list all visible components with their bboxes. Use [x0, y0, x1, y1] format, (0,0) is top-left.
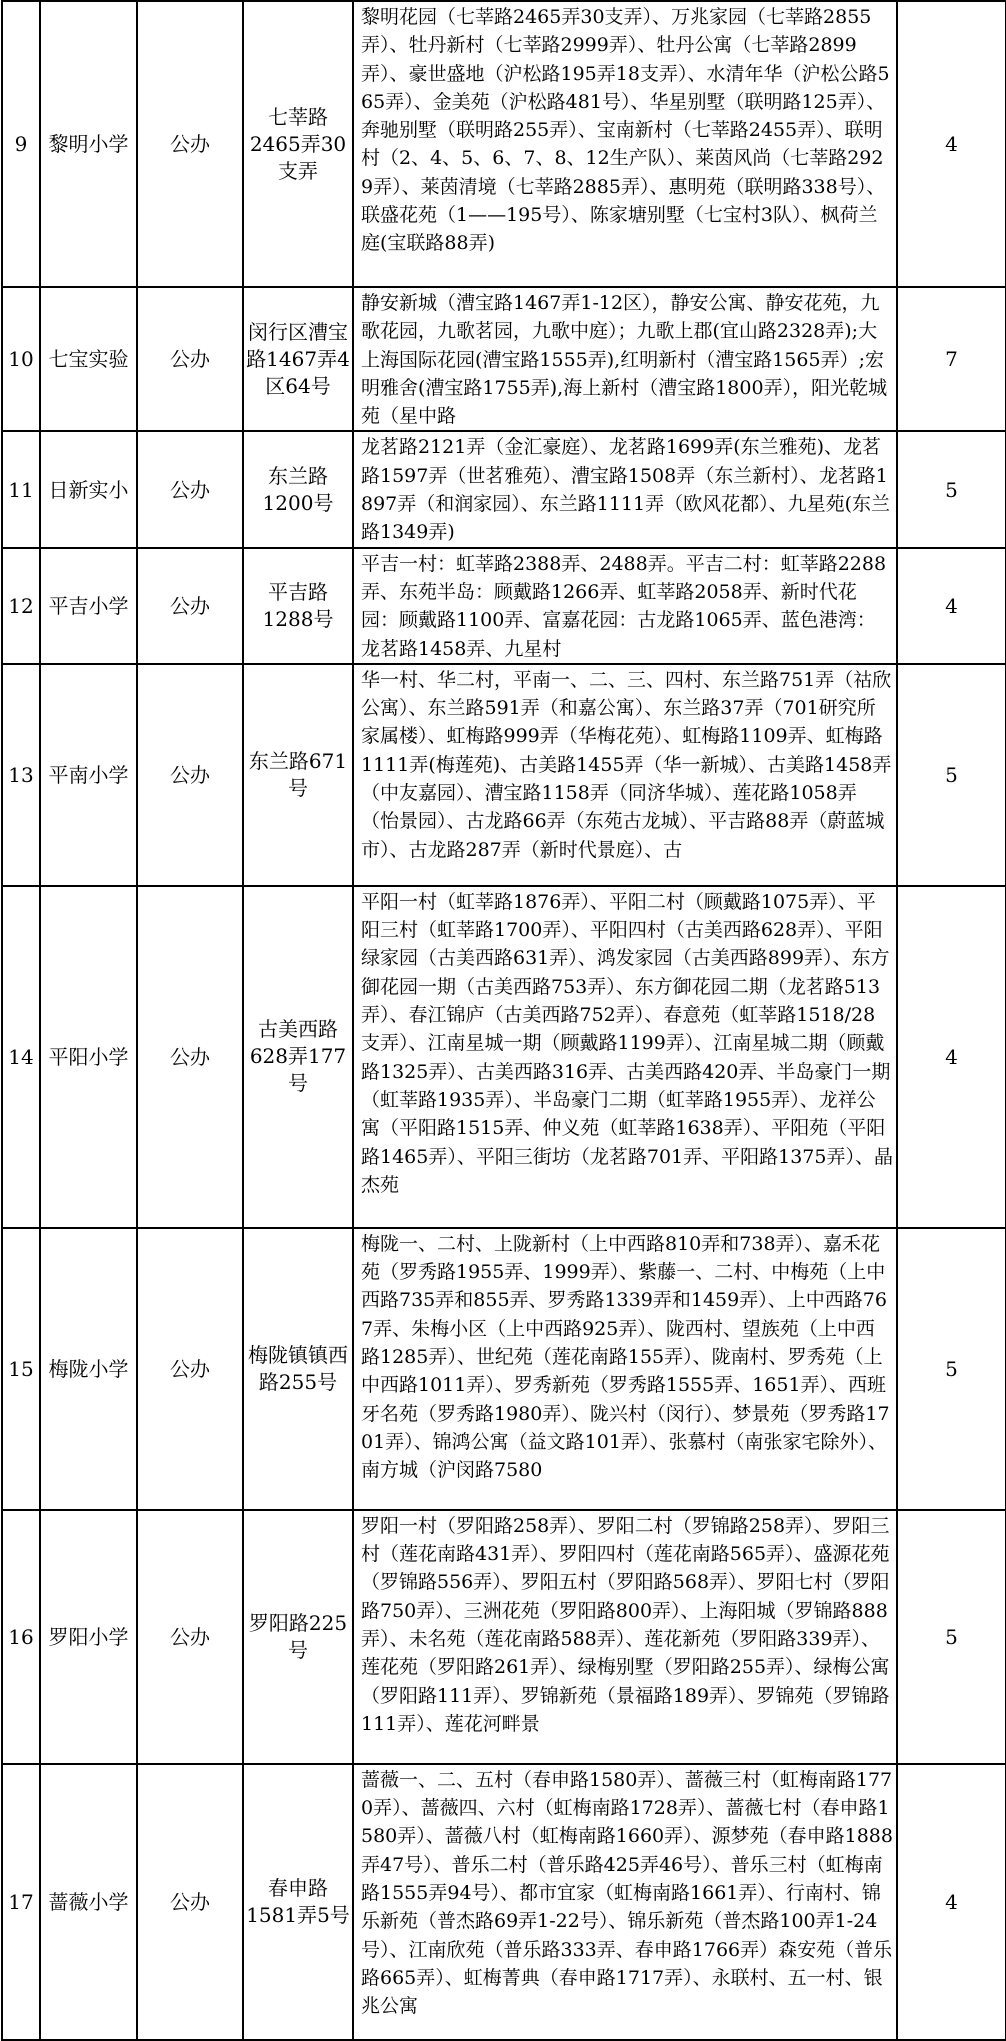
table-row — [2, 886, 1006, 1228]
school-district-table — [1, 0, 1006, 2041]
enrollment-area: 梅陇一、二村、上陇新村（上中西路810弄和738弄）、嘉禾花苑（罗秀路1955弄、1999弄）、紫藤一、二村、中梅苑（上中西路735弄和855弄、罗秀路1339弄和1459弄）、上中西路767弄、朱梅小区（上中西路925弄）、陇西村、望族苑（上中西路1285弄）、世纪苑（莲花南路155弄）、陇南村、罗秀苑（上中西路1011弄）、罗秀新苑（罗秀路1555弄、1651弄）、西班牙名苑（罗秀路1980弄）、陇兴村（闵行）、梦景苑（罗秀路1701弄）、锦鸿公寓（益文路101弄）、张慕村（南张家宅除外）、南方城（沪闵路7580 — [353, 1228, 897, 1510]
school-address: 平吉路1288号 — [243, 548, 353, 664]
row-number: 12 — [2, 548, 40, 664]
school-address: 七莘路2465弄30支弄 — [243, 1, 353, 287]
school-name: 平吉小学 — [40, 548, 137, 664]
class-count: 4 — [897, 1764, 1006, 2040]
table-row — [2, 431, 1006, 547]
row-number: 9 — [2, 1, 40, 287]
class-count: 5 — [897, 1510, 1006, 1764]
row-number: 17 — [2, 1764, 40, 2040]
school-name: 平南小学 — [40, 664, 137, 886]
class-count: 4 — [897, 548, 1006, 664]
enrollment-area: 静安新城（漕宝路1467弄1-12区），静安公寓、静安花苑，九歌花园，九歌茗园，九歌中庭）；九歌上郡(宜山路2328弄);大上海国际花园(漕宝路1555弄),红明新村（漕宝路1565弄）;宏明雅舍(漕宝路1755弄),海上新村（漕宝路1800弄），阳光乾城苑（星中路 — [353, 287, 897, 431]
class-count: 5 — [897, 1228, 1006, 1510]
table-row — [2, 287, 1006, 431]
class-count: 7 — [897, 287, 1006, 431]
school-address: 古美西路628弄177号 — [243, 886, 353, 1228]
school-address: 梅陇镇镇西路255号 — [243, 1228, 353, 1510]
school-type: 公办 — [137, 664, 243, 886]
school-name: 蔷薇小学 — [40, 1764, 137, 2040]
school-address: 闵行区漕宝路1467弄4区64号 — [243, 287, 353, 431]
enrollment-area: 平阳一村（虹莘路1876弄）、平阳二村（顾戴路1075弄）、平阳三村（虹莘路1700弄）、平阳四村（古美西路628弄）、平阳绿家园（古美西路631弄）、鸿发家园（古美西路899弄）、东方御花园一期（古美西路753弄）、东方御花园二期（龙茗路513弄）、春江锦庐（古美西路752弄）、春意苑（虹莘路1518/28支弄）、江南星城一期（顾戴路1199弄）、江南星城二期（顾戴路1325弄）、古美西路316弄、古美西路420弄、半岛豪门一期（虹莘路1935弄）、半岛豪门二期（虹莘路1955弄）、龙祥公寓（平阳路1515弄、仲义苑（虹莘路1638弄）、平阳苑（平阳路1465弄）、平阳三街坊（龙茗路701弄、平阳路1375弄）、晶杰苑 — [353, 886, 897, 1228]
enrollment-area: 罗阳一村（罗阳路258弄）、罗阳二村（罗锦路258弄）、罗阳三村（莲花南路431弄）、罗阳四村（莲花南路565弄）、盛源花苑（罗锦路556弄）、罗阳五村（罗阳路568弄）、罗阳七村（罗阳路750弄）、三洲花苑（罗阳路800弄）、上海阳城（罗锦路888弄）、未名苑（莲花南路588弄）、莲花新苑（罗阳路339弄）、莲花苑（罗阳路261弄）、绿梅别墅（罗阳路255弄）、绿梅公寓（罗阳路111弄）、罗锦新苑（景福路189弄）、罗锦苑（罗锦路111弄）、莲花河畔景 — [353, 1510, 897, 1764]
class-count: 4 — [897, 1, 1006, 287]
row-number: 14 — [2, 886, 40, 1228]
school-type: 公办 — [137, 431, 243, 547]
school-type: 公办 — [137, 886, 243, 1228]
table-row — [2, 664, 1006, 886]
school-type: 公办 — [137, 1510, 243, 1764]
school-type: 公办 — [137, 287, 243, 431]
table-row — [2, 1510, 1006, 1764]
row-number: 16 — [2, 1510, 40, 1764]
school-name: 罗阳小学 — [40, 1510, 137, 1764]
school-name: 黎明小学 — [40, 1, 137, 287]
class-count: 4 — [897, 886, 1006, 1228]
school-address: 东兰路1200号 — [243, 431, 353, 547]
class-count: 5 — [897, 431, 1006, 547]
enrollment-area: 华一村、华二村，平南一、二、三、四村、东兰路751弄（祜欣公寓）、东兰路591弄（和嘉公寓）、东兰路37弄（701研究所家属楼）、虹梅路999弄（华梅花苑）、虹梅路1109弄、虹梅路1111弄(梅莲苑)、古美路1455弄（华一新城）、古美路1458弄（中友嘉园）、漕宝路1158弄（同济华城）、莲花路1058弄（怡景园）、古龙路66弄（东苑古龙城）、平吉路88弄（蔚蓝城市）、古龙路287弄（新时代景庭）、古 — [353, 664, 897, 886]
school-address: 春申路1581弄5号 — [243, 1764, 353, 2040]
table-row — [2, 548, 1006, 664]
enrollment-area: 平吉一村：虹莘路2388弄、2488弄。平吉二村：虹莘路2288弄、东苑半岛：顾戴路1266弄、虹莘路2058弄、新时代花园：顾戴路1100弄、富嘉花园：古龙路1065弄、蓝色港湾：龙茗路1458弄、九星村 — [353, 548, 897, 664]
row-number: 11 — [2, 431, 40, 547]
row-number: 13 — [2, 664, 40, 886]
row-number: 15 — [2, 1228, 40, 1510]
enrollment-area: 蔷薇一、二、五村（春申路1580弄）、蔷薇三村（虹梅南路1770弄）、蔷薇四、六村（虹梅南路1728弄）、蔷薇七村（春申路1580弄）、蔷薇八村（虹梅南路1660弄）、源梦苑（春申路1888弄47号）、普乐二村（普乐路425弄46号）、普乐三村（虹梅南路1555弄94号）、都市宜家（虹梅南路1661弄）、行南村、锦乐新苑（普杰路69弄1-22号）、锦乐新苑（普杰路100弄1-24号）、江南欣苑（普乐路333弄、春申路1766弄）森安苑（普乐路665弄）、虹梅菁典（春申路1717弄）、永联村、五一村、银兆公寓 — [353, 1764, 897, 2040]
school-name: 七宝实验 — [40, 287, 137, 431]
table-row — [2, 1, 1006, 287]
row-number: 10 — [2, 287, 40, 431]
school-type: 公办 — [137, 548, 243, 664]
school-type: 公办 — [137, 1, 243, 287]
school-type: 公办 — [137, 1764, 243, 2040]
table-row — [2, 1764, 1006, 2040]
school-address: 罗阳路225号 — [243, 1510, 353, 1764]
class-count: 5 — [897, 664, 1006, 886]
school-address: 东兰路671号 — [243, 664, 353, 886]
school-name: 日新实小 — [40, 431, 137, 547]
enrollment-area: 龙茗路2121弄（金汇豪庭）、龙茗路1699弄(东兰雅苑)、龙茗路1597弄（世茗雅苑）、漕宝路1508弄（东兰新村）、龙茗路1897弄（和润家园）、东兰路1111弄（欧风花都）、九星苑(东兰路1349弄) — [353, 431, 897, 547]
school-name: 梅陇小学 — [40, 1228, 137, 1510]
school-name: 平阳小学 — [40, 886, 137, 1228]
school-type: 公办 — [137, 1228, 243, 1510]
enrollment-area: 黎明花园（七莘路2465弄30支弄）、万兆家园（七莘路2855弄）、牡丹新村（七莘路2999弄）、牡丹公寓（七莘路2899弄）、豪世盛地（沪松路195弄18支弄）、水清年华（沪松公路565弄）、金美苑（沪松路481号）、华星别墅（联明路125弄）、奔驰别墅（联明路255弄）、宝南新村（七莘路2455弄）、联明村（2、4、5、6、7、8、12生产队）、莱茵风尚（七莘路2929弄）、莱茵清境（七莘路2885弄）、惠明苑（联明路338号）、联盛花苑（1——195号）、陈家塘别墅（七宝村3队）、枫荷兰庭(宝联路88弄) — [353, 1, 897, 287]
table-row — [2, 1228, 1006, 1510]
